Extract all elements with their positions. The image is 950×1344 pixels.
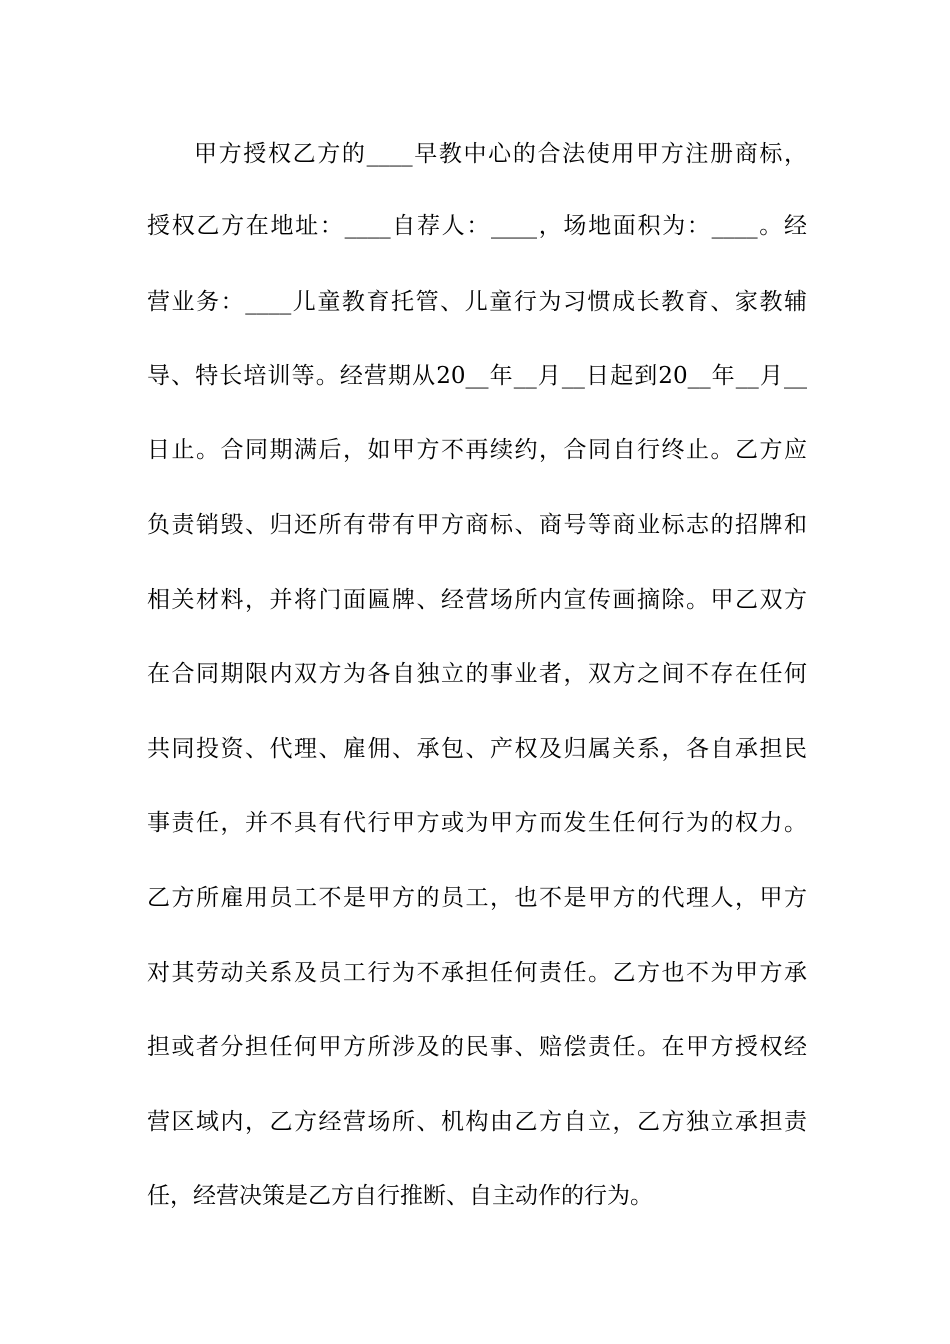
paragraph-line-12: 对其劳动关系及员工行为不承担任何责任。乙方也不为甲方承 [147,960,807,986]
paragraph-line-1: 甲方授权乙方的____早教中心的合法使用甲方注册商标， [194,141,807,167]
paragraph-line-11: 乙方所雇用员工不是甲方的员工，也不是甲方的代理人，甲方 [147,885,807,911]
paragraph-line-8: 在合同期限内双方为各自独立的事业者，双方之间不存在任何 [147,661,807,687]
paragraph-line-6: 负责销毁、归还所有带有甲方商标、商号等商业标志的招牌和 [147,512,807,538]
paragraph-line-2: 授权乙方在地址：____自荐人：____，场地面积为：____。经 [147,213,807,239]
paragraph-line-10: 事责任，并不具有代行甲方或为甲方而发生任何行为的权力。 [147,810,807,836]
paragraph-line-13: 担或者分担任何甲方所涉及的民事、赔偿责任。在甲方授权经 [147,1034,807,1060]
paragraph-line-3: 营业务：____儿童教育托管、儿童行为习惯成长教育、家教辅 [147,289,807,315]
paragraph-line-7: 相关材料，并将门面匾牌、经营场所内宣传画摘除。甲乙双方 [147,587,807,613]
paragraph-line-4: 导、特长培训等。经营期从20__年__月__日起到20__年__月__ [147,363,807,389]
paragraph-line-5: 日止。合同期满后，如甲方不再续约，合同自行终止。乙方应 [147,437,807,463]
paragraph-line-9: 共同投资、代理、雇佣、承包、产权及归属关系，各自承担民 [147,736,807,762]
paragraph-line-14: 营区域内，乙方经营场所、机构由乙方自立，乙方独立承担责 [147,1109,807,1135]
paragraph-line-15: 任，经营决策是乙方自行推断、自主动作的行为。 [147,1183,653,1209]
